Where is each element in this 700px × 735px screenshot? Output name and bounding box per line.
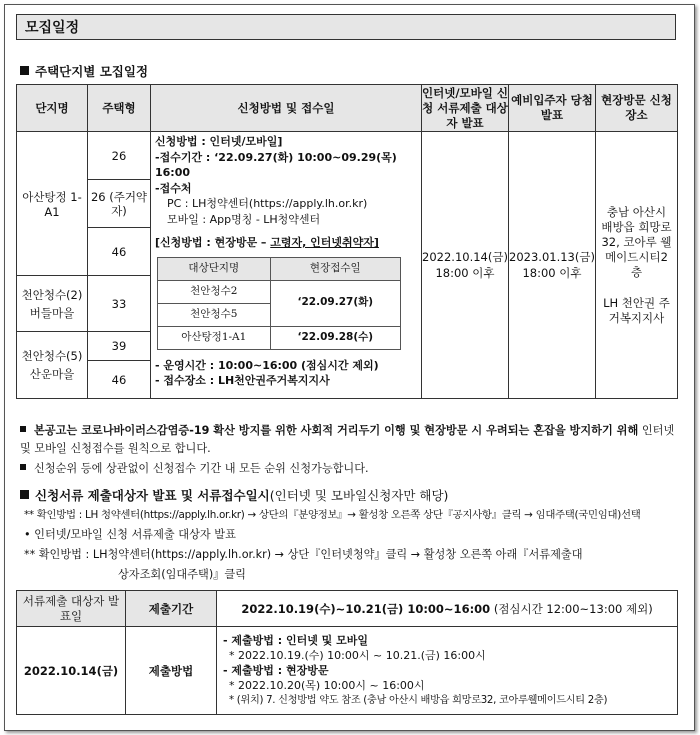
method-cell (151, 132, 422, 399)
submission-online-period: * 2022.10.19.(수) 10:00시 ~ 10.21.(금) 16:00시 (229, 649, 486, 662)
submission-online: - 제출방법 : 인터넷 및 모바일 (223, 634, 368, 647)
inner-header-complex: 대상단지명 (158, 257, 271, 280)
table-row (17, 591, 678, 627)
complex-name: 천안청수(2) 버들마을 (17, 276, 88, 332)
method-period: -접수기간 : ‘22.09.27(화) 10:00~09.29(목) 16:00 (155, 150, 397, 179)
confirm-item: • 인터넷/모바일 신청 서류제출 대상자 발표 (24, 528, 236, 541)
visit-address: 충남 아산시 배방읍 희망로32, 코아루 웰메이드시티2층 (601, 204, 672, 279)
submission-visit-location: * (위치) 7. 신청방법 약도 참조 (충남 아산시 배방읍 희망로32, 코아루웰메이드시티 2층) (229, 695, 608, 706)
header-method: 신청방법 및 접수일 (151, 85, 422, 132)
house-type: 46 (88, 228, 151, 276)
method-visit: [신청방법 : 현장방문 – (155, 236, 271, 249)
complex-name: 천안청수(5) 산운마을 (17, 332, 88, 399)
inner-complex: 아산탕정1-A1 (158, 326, 271, 349)
house-type: 33 (88, 276, 151, 332)
square-bullet-icon (20, 464, 26, 470)
inner-date: ‘22.09.28(수) (270, 326, 400, 349)
period-cell (217, 591, 678, 627)
document-table (16, 590, 678, 715)
notice-item (20, 460, 369, 478)
confirm-method-2-cont: 상자조회(임대주택)』클릭 (118, 568, 246, 581)
square-bullet-icon (20, 426, 26, 432)
header-announce-date: 서류제출 대상자 발표일 (17, 591, 126, 627)
confirm-method-1: ** 확인방법 : LH 청약센터(https://apply.lh.or.kr) → 상단의『분양정보』→ 활성창 오른쪽 상단『공지사항』클릭 → 임대주택(국민임대)선택 (24, 509, 641, 521)
submission-visit: - 제출방법 : 현장방문 (223, 664, 329, 677)
header-period: 제출기간 (126, 591, 217, 627)
submission-visit-period: * 2022.10.20(목) 10:00시 ~ 16:00시 (229, 679, 425, 692)
announce-date: 2022.10.14(금) 18:00 이후 (422, 132, 509, 399)
inner-complex: 천안청수5 (158, 303, 271, 326)
header-type: 주택형 (88, 85, 151, 132)
complex-name: 아산탕정 1-A1 (17, 132, 88, 276)
period-bold: 2022.10.19(수)~10.21(금) 10:00~16:00 (241, 601, 491, 616)
notice-text: 신청순위 등에 상관없이 신청접수 기간 내 모든 순위 신청가능합니다. (34, 462, 369, 475)
announce-date-value: 2022.10.14(금) (17, 627, 126, 715)
method-mobile: 모바일 : App명칭 - LH청약센터 (167, 212, 321, 226)
visit-schedule-table (157, 257, 401, 350)
period-note: (점심시간 12:00~13:00 제외) (490, 601, 653, 616)
submission-methods (217, 627, 678, 715)
header-complex: 단지명 (17, 85, 88, 132)
header-place: 현장방문 신청장소 (596, 85, 678, 132)
table-row (17, 627, 678, 715)
header-winner: 예비입주자 당첨발표 (509, 85, 596, 132)
page-title: 모집일정 (16, 14, 676, 40)
visit-office: LH 천안권 주거복지지사 (603, 295, 670, 325)
section-heading-text: 신청서류 제출대상자 발표 및 서류접수일시 (35, 488, 270, 503)
method-pc: PC : LH청약센터(https://apply.lh.or.kr) (167, 197, 368, 210)
inner-header-date: 현장접수일 (270, 257, 400, 280)
winner-date: 2023.01.13(금) 18:00 이후 (509, 132, 596, 399)
notice-rest: 인터넷 및 모바일 신청접수를 원칙으로 합니다. (20, 424, 675, 455)
confirm-method-2: ** 확인방법 : LH청약센터(https://apply.lh.or.kr) → 상단『인터넷청약』클릭 → 활성창 오른쪽 아래『서류제출대 (24, 548, 583, 561)
house-type: 26 (88, 132, 151, 180)
method-internet: 신청방법 : 인터넷/모바일] (155, 135, 283, 148)
method-label: 제출방법 (126, 627, 217, 715)
table-header-row (17, 85, 678, 132)
notice-item (20, 422, 680, 458)
inner-complex: 천안청수2 (158, 280, 271, 303)
section-heading-schedule (20, 62, 148, 80)
square-bullet-icon (20, 66, 29, 75)
notice-bold: 본공고는 코로나바이러스감염증-19 확산 방지를 위한 사회적 거리두기 이행 및 현장방문 시 우려되는 혼잡을 방지하기 위해 (34, 424, 639, 437)
square-bullet-icon (20, 490, 29, 499)
house-type: 26 (주거약자) (88, 180, 151, 228)
header-announce: 인터넷/모바일 신청 서류제출 대상자 발표 (422, 85, 508, 130)
section-heading-note: (인터넷 및 모바일신청자만 해당) (269, 488, 449, 503)
method-place-label: -접수처 (155, 181, 192, 195)
table-row (17, 132, 678, 180)
schedule-table (16, 84, 678, 399)
visit-place-cell (596, 132, 678, 399)
operation-time: - 운영시간 : 10:00~16:00 (점심시간 제외) (155, 358, 379, 372)
section-heading-text: 주택단지별 모집일정 (35, 64, 149, 79)
house-type: 39 (88, 332, 151, 361)
house-type: 46 (88, 361, 151, 399)
method-visit-target: 고령자, 인터넷취약자] (270, 236, 379, 249)
inner-date: ‘22.09.27(화) (270, 280, 400, 326)
reception-place: - 접수장소 : LH천안권주거복지지사 (155, 374, 330, 387)
section-heading-documents (20, 486, 448, 504)
